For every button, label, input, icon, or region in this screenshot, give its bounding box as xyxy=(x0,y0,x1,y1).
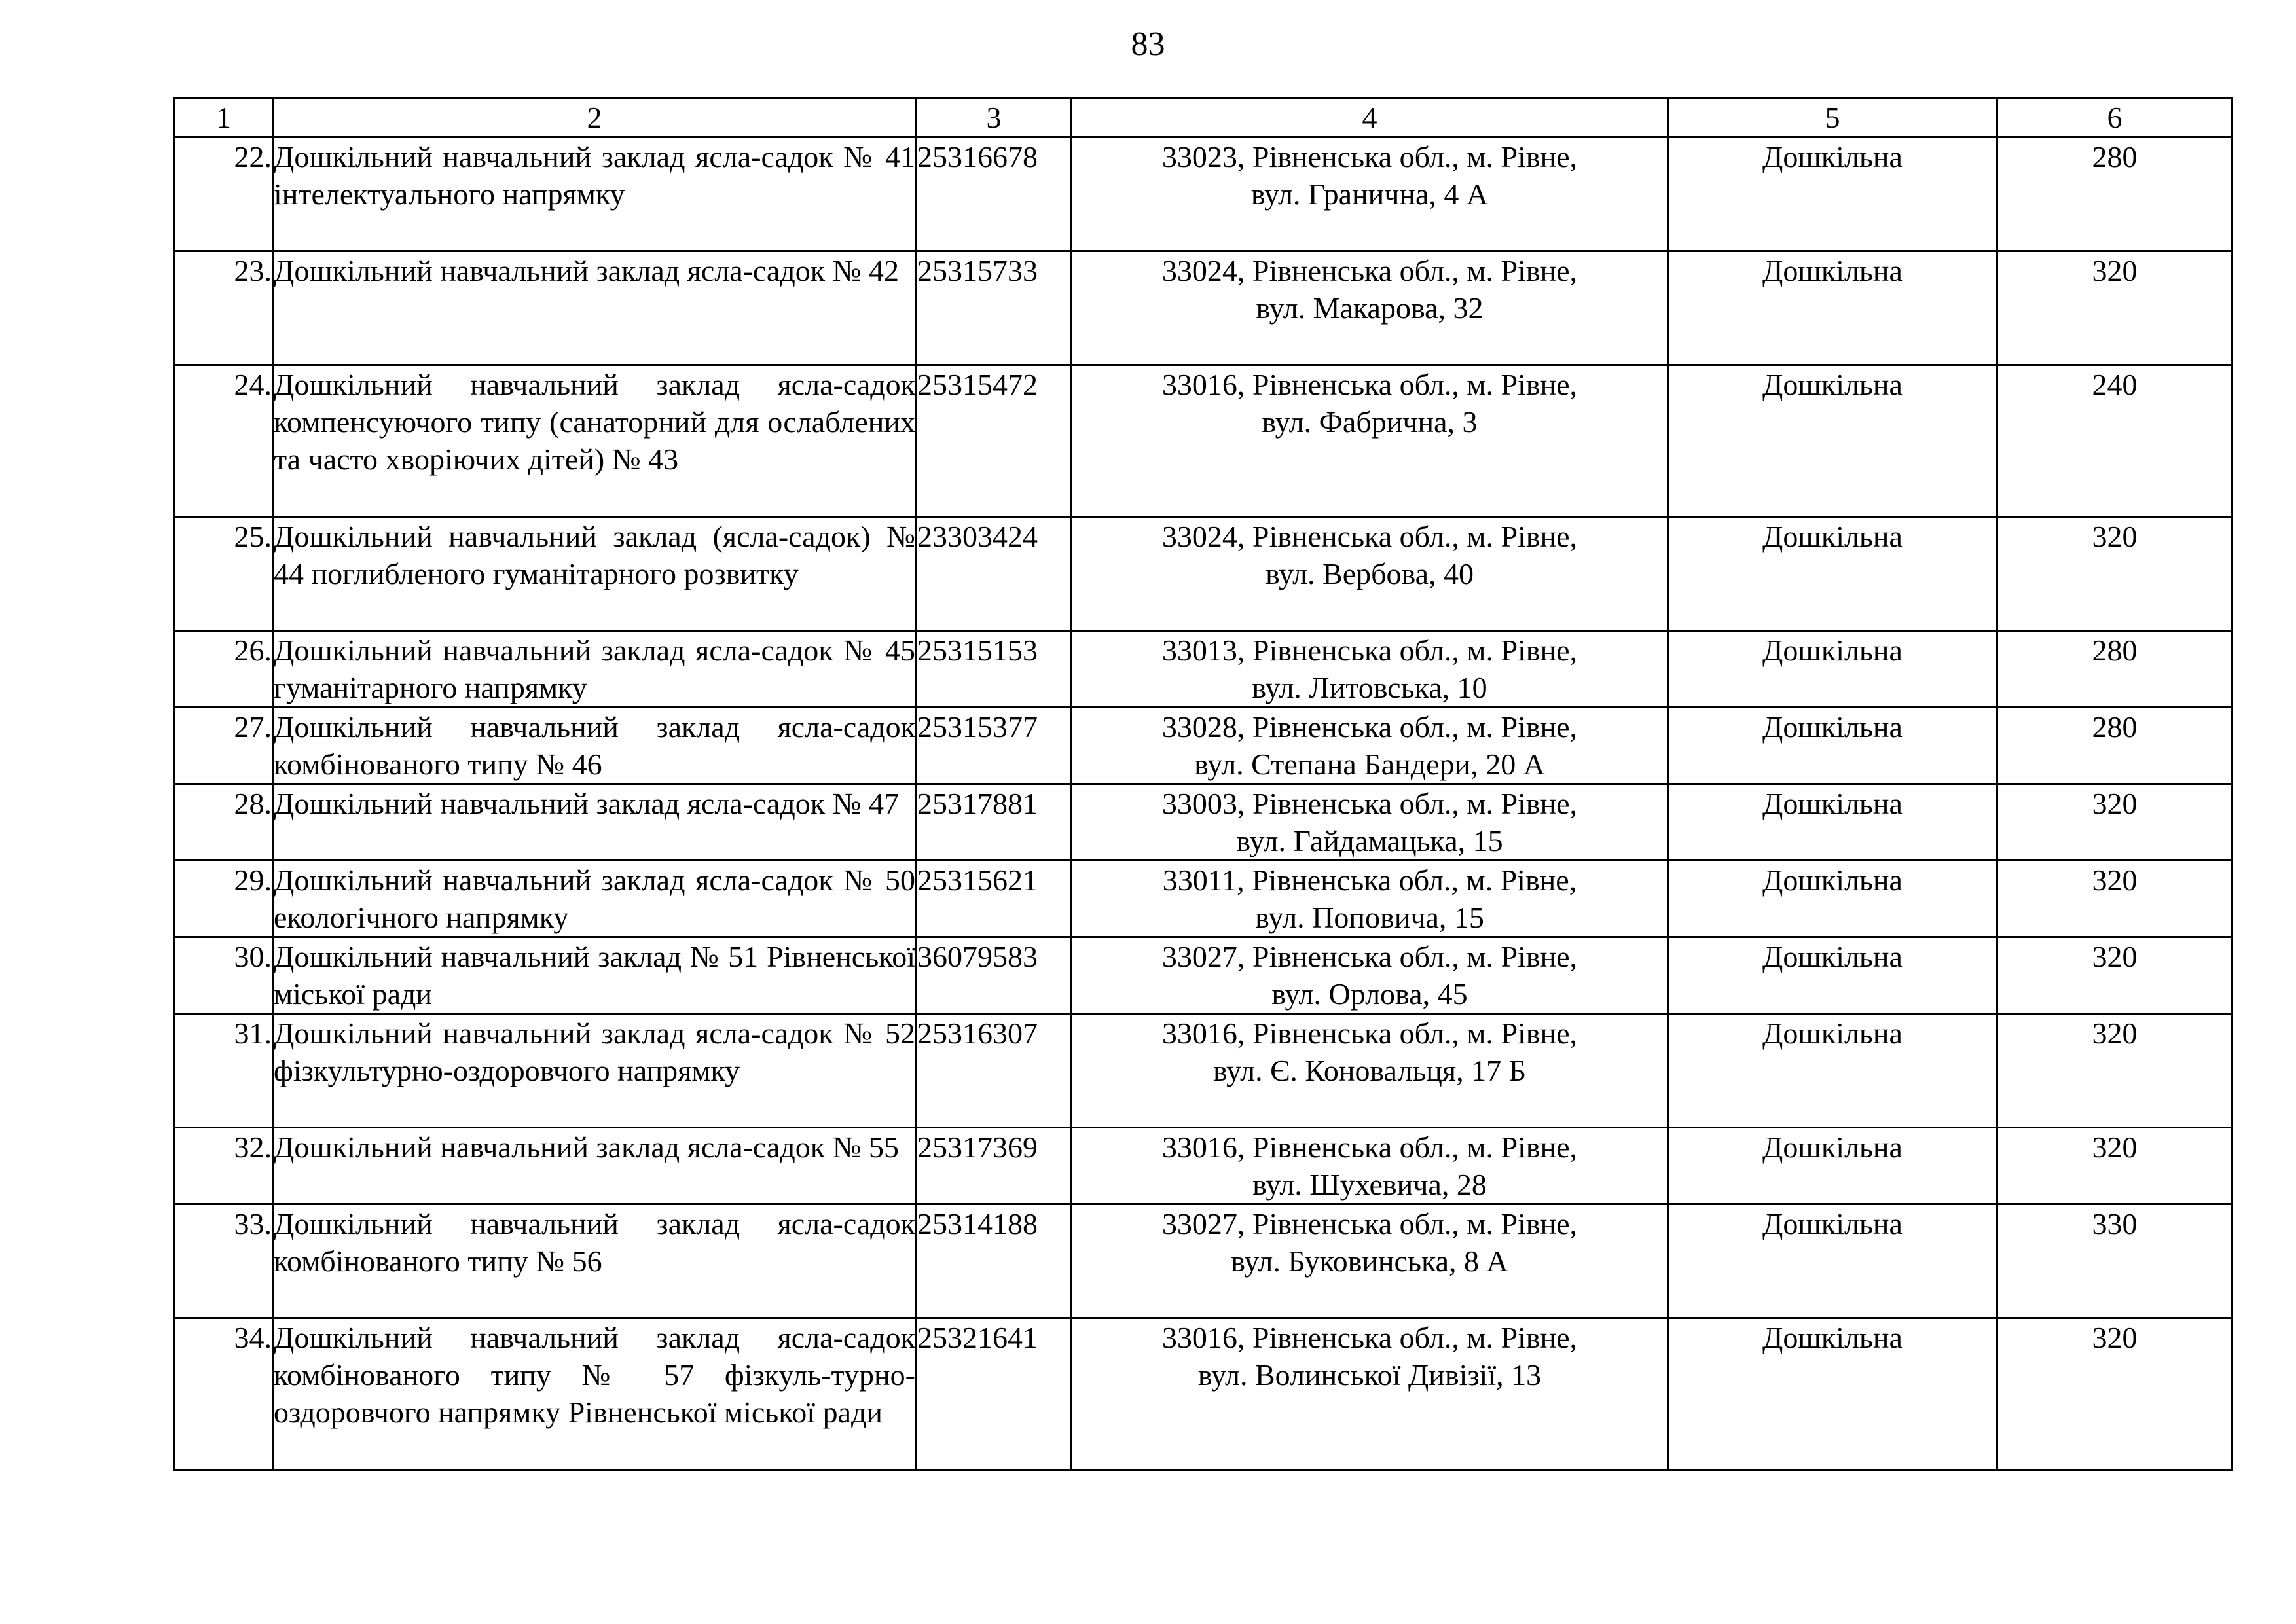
capacity-cell: 320 xyxy=(1997,784,2232,861)
institutions-table xyxy=(173,97,2233,1471)
capacity-cell: 320 xyxy=(1997,517,2232,631)
institution-name-cell: Дошкільний навчальний заклад ясла-садок № 47 xyxy=(273,784,917,861)
column-header: 2 xyxy=(273,98,917,137)
table-row xyxy=(175,784,2232,861)
table-row xyxy=(175,861,2232,937)
row-number-cell: 26. xyxy=(175,631,273,708)
institution-type-cell: Дошкільна xyxy=(1668,517,1997,631)
address-line-2: вул. Степана Бандери, 20 А xyxy=(1194,748,1545,781)
address-line-2: вул. Орлова, 45 xyxy=(1271,977,1468,1011)
column-header: 5 xyxy=(1668,98,1997,137)
column-header: 3 xyxy=(917,98,1072,137)
table-row xyxy=(175,1204,2232,1318)
row-number-cell: 27. xyxy=(175,708,273,784)
table-row xyxy=(175,137,2232,251)
page-number: 83 xyxy=(1131,26,1165,63)
table-row xyxy=(175,708,2232,784)
edrpou-code-cell: 25316678 xyxy=(917,137,1072,251)
edrpou-code-cell: 25317881 xyxy=(917,784,1072,861)
institution-type-cell: Дошкільна xyxy=(1668,631,1997,708)
row-number-cell: 29. xyxy=(175,861,273,937)
institution-type-cell: Дошкільна xyxy=(1668,1204,1997,1318)
address-line-2: вул. Гайдамацька, 15 xyxy=(1236,824,1503,857)
institution-name-cell: Дошкільний навчальний заклад ясла-садок № 50 екологічного напрямку xyxy=(273,861,917,937)
address-line-1: 33016, Рівненська обл., м. Рівне, xyxy=(1161,1321,1578,1354)
address-line-1: 33024, Рівненська обл., м. Рівне, xyxy=(1161,520,1578,553)
institution-name-cell: Дошкільний навчальний заклад ясла-садок № 52 фізкультурно-оздоровчого напрямку xyxy=(273,1014,917,1128)
institution-name-cell: Дошкільний навчальний заклад ясла-садок № 42 xyxy=(273,251,917,365)
institution-type-cell: Дошкільна xyxy=(1668,937,1997,1014)
row-number-cell: 32. xyxy=(175,1128,273,1204)
institution-name-cell: Дошкільний навчальний заклад № 51 Рівненської міської ради xyxy=(273,937,917,1014)
address-line-1: 33011, Рівненська обл., м. Рівне, xyxy=(1162,863,1577,897)
address-cell xyxy=(1072,708,1668,784)
institution-type-cell: Дошкільна xyxy=(1668,861,1997,937)
institution-name-cell: Дошкільний навчальний заклад ясла-садок комбінованого типу № 57 фізкуль-турно-оздоровчого напрямку Рівненської міської ради xyxy=(273,1318,917,1470)
capacity-cell: 320 xyxy=(1997,1014,2232,1128)
address-cell xyxy=(1072,631,1668,708)
institution-name-cell: Дошкільний навчальний заклад ясла-садок № 41 інтелектуального напрямку xyxy=(273,137,917,251)
capacity-cell: 320 xyxy=(1997,1318,2232,1470)
address-cell xyxy=(1072,1318,1668,1470)
row-number-cell: 33. xyxy=(175,1204,273,1318)
table-row xyxy=(175,517,2232,631)
address-line-2: вул. Шухевича, 28 xyxy=(1252,1168,1487,1201)
institution-name-cell: Дошкільний навчальний заклад (ясла-садок) № 44 поглибленого гуманітарного розвитку xyxy=(273,517,917,631)
institution-type-cell: Дошкільна xyxy=(1668,1128,1997,1204)
column-header: 1 xyxy=(175,98,273,137)
edrpou-code-cell: 25314188 xyxy=(917,1204,1072,1318)
edrpou-code-cell: 25315377 xyxy=(917,708,1072,784)
address-line-2: вул. Фабрична, 3 xyxy=(1262,405,1478,439)
capacity-cell: 280 xyxy=(1997,708,2232,784)
edrpou-code-cell: 23303424 xyxy=(917,517,1072,631)
address-line-2: вул. Литовська, 10 xyxy=(1252,671,1487,704)
address-cell xyxy=(1072,365,1668,517)
row-number-cell: 34. xyxy=(175,1318,273,1470)
address-line-2: вул. Макарова, 32 xyxy=(1256,291,1484,325)
address-cell xyxy=(1072,137,1668,251)
institution-type-cell: Дошкільна xyxy=(1668,708,1997,784)
address-cell xyxy=(1072,1204,1668,1318)
institution-name-cell: Дошкільний навчальний заклад ясла-садок № 55 xyxy=(273,1128,917,1204)
column-header: 6 xyxy=(1997,98,2232,137)
address-cell xyxy=(1072,1014,1668,1128)
capacity-cell: 320 xyxy=(1997,1128,2232,1204)
address-line-2: вул. Є. Коновальця, 17 Б xyxy=(1212,1054,1526,1087)
row-number-cell: 31. xyxy=(175,1014,273,1128)
address-cell xyxy=(1072,937,1668,1014)
table-row xyxy=(175,251,2232,365)
edrpou-code-cell: 36079583 xyxy=(917,937,1072,1014)
capacity-cell: 330 xyxy=(1997,1204,2232,1318)
institution-name-cell: Дошкільний навчальний заклад ясла-садок комбінованого типу № 46 xyxy=(273,708,917,784)
institution-name-cell: Дошкільний навчальний заклад ясла-садок № 45 гуманітарного напрямку xyxy=(273,631,917,708)
edrpou-code-cell: 25315733 xyxy=(917,251,1072,365)
address-line-1: 33028, Рівненська обл., м. Рівне, xyxy=(1161,710,1578,744)
address-line-2: вул. Волинської Дивізії, 13 xyxy=(1197,1358,1542,1392)
edrpou-code-cell: 25315621 xyxy=(917,861,1072,937)
table-header-row xyxy=(175,98,2232,137)
institution-name-cell: Дошкільний навчальний заклад ясла-садок компенсуючого типу (санаторний для ослаблених та часто хворіючих дітей) № 43 xyxy=(273,365,917,517)
edrpou-code-cell: 25317369 xyxy=(917,1128,1072,1204)
edrpou-code-cell: 25316307 xyxy=(917,1014,1072,1128)
address-line-1: 33024, Рівненська обл., м. Рівне, xyxy=(1161,254,1578,287)
table-body xyxy=(175,137,2232,1470)
address-cell xyxy=(1072,251,1668,365)
address-line-1: 33003, Рівненська обл., м. Рівне, xyxy=(1161,787,1578,820)
address-line-1: 33023, Рівненська обл., м. Рівне, xyxy=(1161,140,1578,173)
edrpou-code-cell: 25321641 xyxy=(917,1318,1072,1470)
institution-type-cell: Дошкільна xyxy=(1668,784,1997,861)
capacity-cell: 320 xyxy=(1997,251,2232,365)
table-row xyxy=(175,1128,2232,1204)
institution-name-cell: Дошкільний навчальний заклад ясла-садок комбінованого типу № 56 xyxy=(273,1204,917,1318)
row-number-cell: 22. xyxy=(175,137,273,251)
edrpou-code-cell: 25315472 xyxy=(917,365,1072,517)
address-line-1: 33016, Рівненська обл., м. Рівне, xyxy=(1161,1130,1578,1164)
table-row xyxy=(175,365,2232,517)
address-cell xyxy=(1072,861,1668,937)
row-number-cell: 28. xyxy=(175,784,273,861)
institution-type-cell: Дошкільна xyxy=(1668,1014,1997,1128)
address-line-1: 33016, Рівненська обл., м. Рівне, xyxy=(1161,1017,1578,1050)
institution-type-cell: Дошкільна xyxy=(1668,365,1997,517)
table-row xyxy=(175,937,2232,1014)
capacity-cell: 240 xyxy=(1997,365,2232,517)
address-cell xyxy=(1072,517,1668,631)
address-line-2: вул. Буковинська, 8 А xyxy=(1231,1244,1508,1278)
capacity-cell: 320 xyxy=(1997,937,2232,1014)
row-number-cell: 23. xyxy=(175,251,273,365)
address-line-2: вул. Поповича, 15 xyxy=(1255,901,1484,934)
capacity-cell: 280 xyxy=(1997,137,2232,251)
address-line-2: вул. Вербова, 40 xyxy=(1265,557,1474,590)
address-line-1: 33016, Рівненська обл., м. Рівне, xyxy=(1161,368,1578,401)
table-row xyxy=(175,631,2232,708)
table-row xyxy=(175,1318,2232,1470)
address-line-1: 33027, Рівненська обл., м. Рівне, xyxy=(1161,940,1578,973)
column-header: 4 xyxy=(1072,98,1668,137)
address-line-1: 33013, Рівненська обл., м. Рівне, xyxy=(1161,634,1578,667)
address-cell xyxy=(1072,784,1668,861)
address-line-2: вул. Гранична, 4 А xyxy=(1250,177,1489,211)
row-number-cell: 30. xyxy=(175,937,273,1014)
institution-type-cell: Дошкільна xyxy=(1668,251,1997,365)
address-line-1: 33027, Рівненська обл., м. Рівне, xyxy=(1161,1207,1578,1240)
capacity-cell: 280 xyxy=(1997,631,2232,708)
row-number-cell: 25. xyxy=(175,517,273,631)
address-cell xyxy=(1072,1128,1668,1204)
institution-type-cell: Дошкільна xyxy=(1668,1318,1997,1470)
institution-type-cell: Дошкільна xyxy=(1668,137,1997,251)
table-row xyxy=(175,1014,2232,1128)
capacity-cell: 320 xyxy=(1997,861,2232,937)
edrpou-code-cell: 25315153 xyxy=(917,631,1072,708)
row-number-cell: 24. xyxy=(175,365,273,517)
